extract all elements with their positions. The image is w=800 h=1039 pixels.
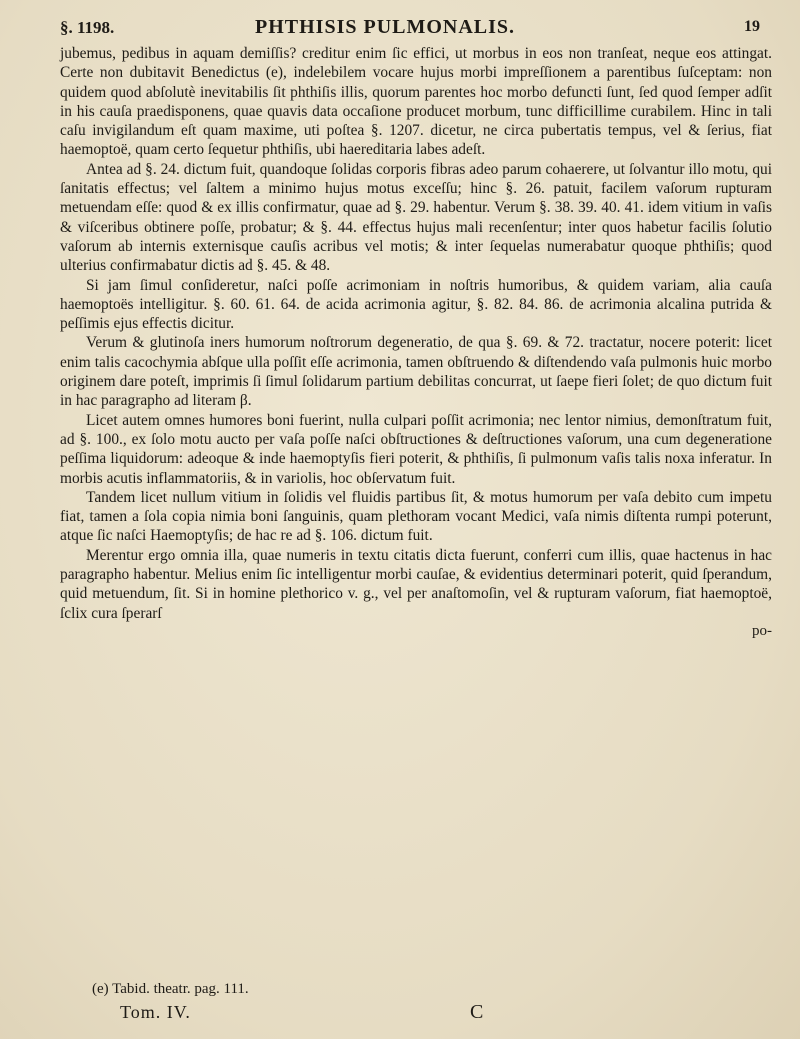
paragraph: Tandem licet nullum vitium in ſolidis vel fluidis partibus ſit, & motus humorum per vaſa debito cum impetu fiat, tamen a ſola copia nimia boni ſanguinis, quam plethoram vocant Medici, vaſa nimis diſtenta rumpi poterunt, atque ſic naſci Haemoptyſis; de hac re ad §. 106. dictum fuit. — [60, 488, 772, 545]
running-header — [60, 14, 760, 44]
page-number: 19 — [744, 18, 760, 35]
signature-mark: C — [470, 1001, 484, 1023]
paragraph: Si jam ſimul conſideretur, naſci poſſe acrimoniam in noſtris humoribus, & quidem variam, alia cauſa haemoptoës intelligitur. §. 60. 61. 64. de acida acrimonia agitur, §. 82. 84. 86. de acrimonia alcalina putrida & peſſimis ejus effectis dicitur. — [60, 276, 772, 333]
body-text — [60, 44, 772, 640]
section-reference: §. 1198. — [60, 18, 115, 37]
paragraph: Licet autem omnes humores boni fuerint, nulla culpari poſſit acrimonia; nec lentor nimius, demonſtratum fuit, ad §. 100., ex ſolo motu aucto per vaſa poſſe naſci obſtructiones & deſtructiones vaſorum, una cum degeneratione peſſima liquidorum: adeoque & inde haemoptyſis fieri poterit, & phthiſis, ſi pulmonum vaſis talis noxa inferatur. In morbis acutis inflammatoriis, & in variolis, hoc obſervatum fuit. — [60, 411, 772, 487]
paragraph: Verum & glutinoſa iners humorum noſtrorum degeneratio, de qua §. 69. & 72. tractatur, nocere poterit: licet enim talis cacochymia abſque ulla poſſit eſſe acrimonia, tamen obſtruendo & diſtendendo vaſa pulmonis huic morbo originem dare poteſt, imprimis ſi ſimul ſolidarum partium debilitas concurrat, ut ſaepe fieri ſolet; de quo dictum fuit in hac paragrapho ad literam β. — [60, 334, 772, 410]
paragraph: Merentur ergo omnia illa, quae numeris in textu citatis dicta fuerunt, conferri cum illis, quae hactenus in hac paragrapho habentur. Melius enim ſic intelligentur morbi cauſae, & evidentius determinari poterit, quid ſperandum, quid metuendum, ſit. Si in homine plethorico v. g., vel per anaſtomoſin, vel & rupturam vaſorum, fiat haemoptoë, ſclix cura ſperarſ — [60, 546, 772, 622]
tome-label: Tom. IV. — [120, 1002, 191, 1022]
footnote: (e) Tabid. theatr. pag. 111. — [92, 981, 249, 997]
paragraph: jubemus, pedibus in aquam demiſſis? creditur enim ſic effici, ut morbus in eos non tranſeat, neque eos attingat. Certe non dubitavit Benedictus (e), indelebilem vocare hujus morbi impreſſionem a parentibus ſuſceptam: non quidem quod abſolutè inevitabilis ſit phthiſis illis, quorum parentes hoc morbo defuncti ſunt, ſed quod ſemper adſit in his cauſa praedisponens, quae quavis data occaſione producet morbum, tunc difficillime curabilem. Hinc in tali caſu invigilandum eſt quam maxime, uti poſtea §. 1207. dicetur, ne circa pubertatis tempus, vel & ſerius, fiat haemoptoë, quam certo ſequetur phthiſis, ubi haereditaria labes adeſt. — [60, 45, 772, 159]
paragraph: Antea ad §. 24. dictum fuit, quandoque ſolidas corporis fibras adeo parum cohaerere, ut ſolvantur illo motu, qui ſanitatis effectus; vel ſaltem a minimo hujus motus exceſſu; hinc §. 26. patuit, facilem vaſorum rupturam metuendam eſſe: quod & ex illis confirmatur, quae ad §. 29. habentur. Verum §. 38. 39. 40. 41. idem vitium in vaſis & viſceribus obtinere poſſe, probatur; & §. 44. effectus hujus mali recenſentur; inter quos habetur facilis ſolutio vaſorum ab internis externisque cauſis acribus vel motis; & inter ſequelas numerabatur quoque phthiſis; quod ulterius confirmabatur dictis ad §. 45. & 48. — [60, 160, 772, 275]
running-title: PHTHISIS PULMONALIS. — [255, 16, 516, 38]
catchword: po- — [752, 622, 772, 639]
